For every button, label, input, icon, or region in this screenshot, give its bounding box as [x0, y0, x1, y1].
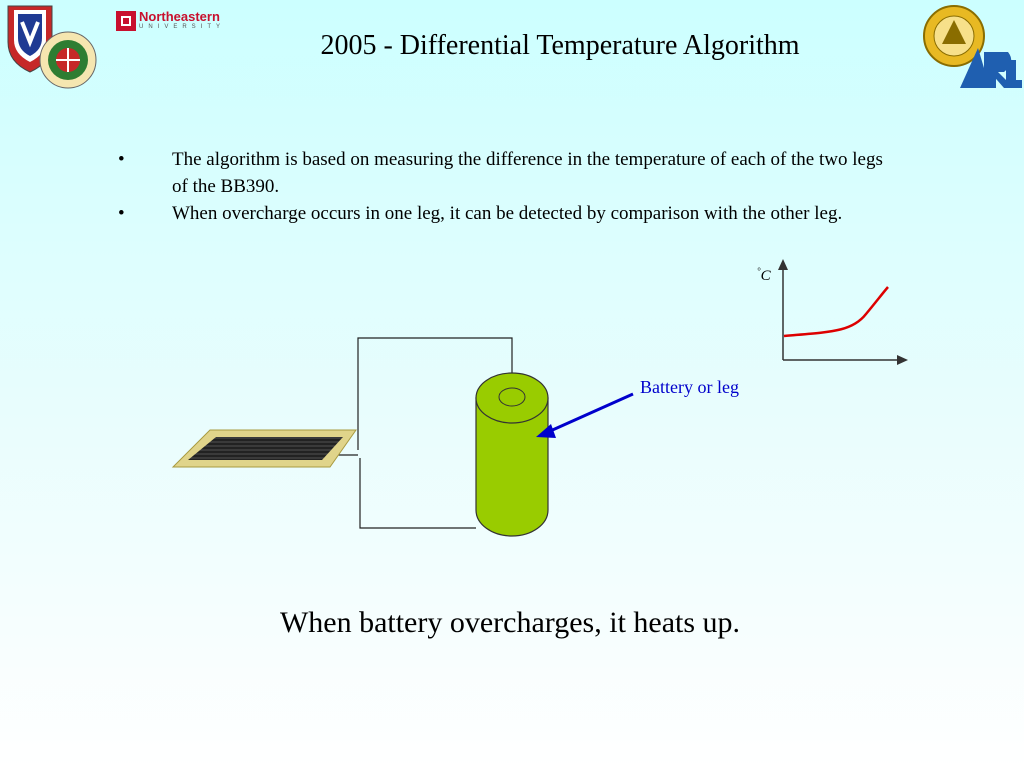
slide-title: 2005 - Differential Temperature Algorithm — [320, 30, 800, 61]
bullet-marker: • — [118, 149, 125, 170]
northeastern-subtitle: UNIVERSITY — [139, 24, 226, 30]
bullet-text: When overcharge occurs in one leg, it can be detected by comparison with the other leg. — [172, 203, 843, 224]
battery-pointer-arrow — [536, 394, 633, 438]
temperature-curve — [784, 287, 888, 336]
slide-caption: When battery overcharges, it heats up. — [279, 606, 741, 639]
bullet-marker: • — [118, 203, 125, 224]
celsius-letter: C — [760, 268, 771, 284]
degree-symbol: ° — [757, 266, 761, 276]
battery-label: Battery or leg — [640, 377, 739, 397]
bottom-wire — [360, 458, 476, 528]
temperature-graph — [778, 259, 908, 365]
battery-cylinder — [476, 373, 548, 536]
celsius-axis-label — [757, 266, 771, 285]
bullet-text: The algorithm is based on measuring the difference in the temperature of each of the two legs of the BB390. — [172, 149, 883, 197]
northeastern-name: Northeastern — [139, 9, 220, 24]
